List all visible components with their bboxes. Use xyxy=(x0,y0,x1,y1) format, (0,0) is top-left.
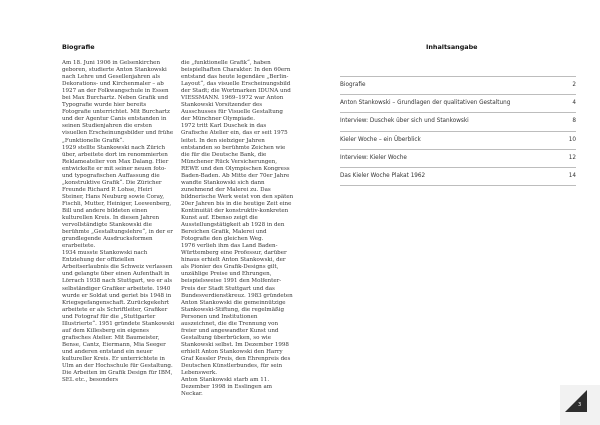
paragraph: Anton Stankowski starb am 11. Dezember 1998 in Esslingen am Neckar. xyxy=(181,377,273,398)
biography-column-2 xyxy=(181,60,294,398)
toc-entry[interactable] xyxy=(340,76,576,94)
toc-entry-page: 4 xyxy=(572,100,576,107)
biography-heading: Biografie xyxy=(62,43,95,51)
toc-entry-page: 10 xyxy=(568,136,576,143)
table-of-contents xyxy=(340,76,576,186)
biography-column-1 xyxy=(62,60,175,384)
toc-entry-title: Interview: Kieler Woche xyxy=(340,154,407,161)
right-page xyxy=(300,0,600,425)
paragraph: Am 18. Juni 1906 in Gelsenkirchen geboren, studierte Anton Stankowski nach Lehre und Gesellenjahren als Dekorations- und Kirchenmaler – ab 1927 an der Folkwangschule in Essen bei Max Burchartz. Neben Grafik und Typografie wurde hier bereits Fotografie unterrichtet. Mit Burchartz und der Agentur Canis entstanden in seinen Studienjahren die ersten visuellen Erscheinungsbilder und frühe „Funktionelle Grafik“. xyxy=(62,60,174,144)
page-number: 3 xyxy=(578,402,582,408)
paragraph: 1976 verlieh ihm das Land Baden-Württemberg eine Professur, darüber hinaus erhielt Anton Stankowski, der als Pionier des Grafik-Designs gilt, unzählige Preise und Ehrungen, beispielsweise 1991 den Molfenter-Preis der Stadt Stuttgart und das Bundesverdienstkreuz. 1983 gründeten Anton Stankowski die gemeinnützige Stankowski-Stiftung, die regelmäßig Personen und Institutionen auszeichnet, die die Trennung von freier und angewandter Kunst und Gestaltung überbrücken, so wie Stankowski selbst. Im Dezember 1998 erhielt Anton Stankowski den Harry Graf Kessler Preis, den Ehrenpreis des Deutschen Künstlerbundes, für sein Lebenswerk. xyxy=(181,243,293,377)
toc-entry-title: Anton Stankowski – Grundlagen der qualitativen Gestaltung xyxy=(340,100,511,107)
toc-entry-title: Das Kieler Woche Plakat 1962 xyxy=(340,173,426,180)
toc-entry[interactable] xyxy=(340,94,576,112)
toc-entry-page: 2 xyxy=(572,82,576,88)
paragraph: 1972 tritt Karl Duschek in das Grafische Atelier ein, das er seit 1975 leitet. In den siebziger Jahren entstanden so berühmte Zeichen wie die für die Deutsche Bank, die Münchener Rück Versicherungen, REWE und den Olympischen Kongress Baden-Baden. Ab Mitte der 70er Jahre wandte Stankowski sich dann zunehmend der Malerei zu. Das bildnerische Werk weist von den späten 20er Jahren bis in die heutige Zeit eine Kontinuität der konstruktiv-konkreten Kunst auf. Ebenso zeigt die Ausstellungstätigkeit ab 1928 in den Bereichen Grafik, Malerei und Fotografie den gleichen Weg. xyxy=(181,123,294,243)
toc-entry-title: Interview: Duschek über sich und Stankowski xyxy=(340,118,469,125)
toc-entry[interactable] xyxy=(340,131,576,149)
toc-entry-page: 8 xyxy=(572,118,576,125)
toc-entry-title: Kieler Woche – ein Überblick xyxy=(340,136,421,143)
page-number-marker xyxy=(565,390,587,412)
toc-entry-page: 14 xyxy=(568,173,576,180)
paragraph: 1929 stellte Stankowski nach Zürich über, arbeitete dort im renommierten Reklameatelier von Max Dalang. Hier entwickelte er mit seiner neuen foto- und typografischen Auffassung die „konstruktive Grafik“. Die Züricher Freunde Richard P. Lohse, Heiri Steiner, Hans Neuburg sowie Coray, Fischli, Mutter, Heiniger, Leewenberg, Bill und andere bildeten einen kulturellen Kreis. In diesen Jahren vervollständigte Stankowski die berühmte „Gestaltungslehre“, in der er grundlegende Ausdrucksformen erarbeitete. xyxy=(62,144,173,250)
toc-entry-title: Biografie xyxy=(340,82,366,88)
toc-entry[interactable] xyxy=(340,112,576,130)
toc-entry[interactable] xyxy=(340,149,576,167)
toc-heading: Inhaltsangabe xyxy=(426,43,478,51)
toc-entry-page: 12 xyxy=(568,154,576,161)
paragraph: die „funktionelle Grafik“, haben beispielhaften Charakter. In den 60ern entstand das heute legendäre „Berlin-Layout“, das visuelle Erscheinungsbild der Stadt; die Wortmarken IDUNA und VIESSMANN. 1969–1972 war Anton Stankowski Vorsitzender des Ausschusses für Visuelle Gestaltung der Münchner Olympiade. xyxy=(181,60,291,123)
toc-entry[interactable] xyxy=(340,167,576,186)
paragraph: 1934 musste Stankowski nach Entziehung der offiziellen Arbeitserlaubnis die Schweiz verlassen und gelangte über einen Aufenthalt in Lörrach 1938 nach Stuttgart, wo er als selbständiger Grafiker arbeitete. 1940 wurde er Soldat und geriet bis 1948 in Kriegsgefangenschaft. Zurückgekehrt arbeitete er als Schriftleiter, Grafiker und Fotograf für die „Stuttgarter Illustrierte“. 1951 gründete Stankowski auf dem Killesberg ein eigenes grafisches Atelier. Mit Baumeister, Bense, Cantz, Eiermann, Mia Seeger und anderen entstand ein neuer kultureller Kreis. Er unterrichtete in Ulm an der Hochschule für Gestaltung. Die Arbeiten im Grafik Design für IBM, SEL etc., besonders xyxy=(62,250,175,384)
